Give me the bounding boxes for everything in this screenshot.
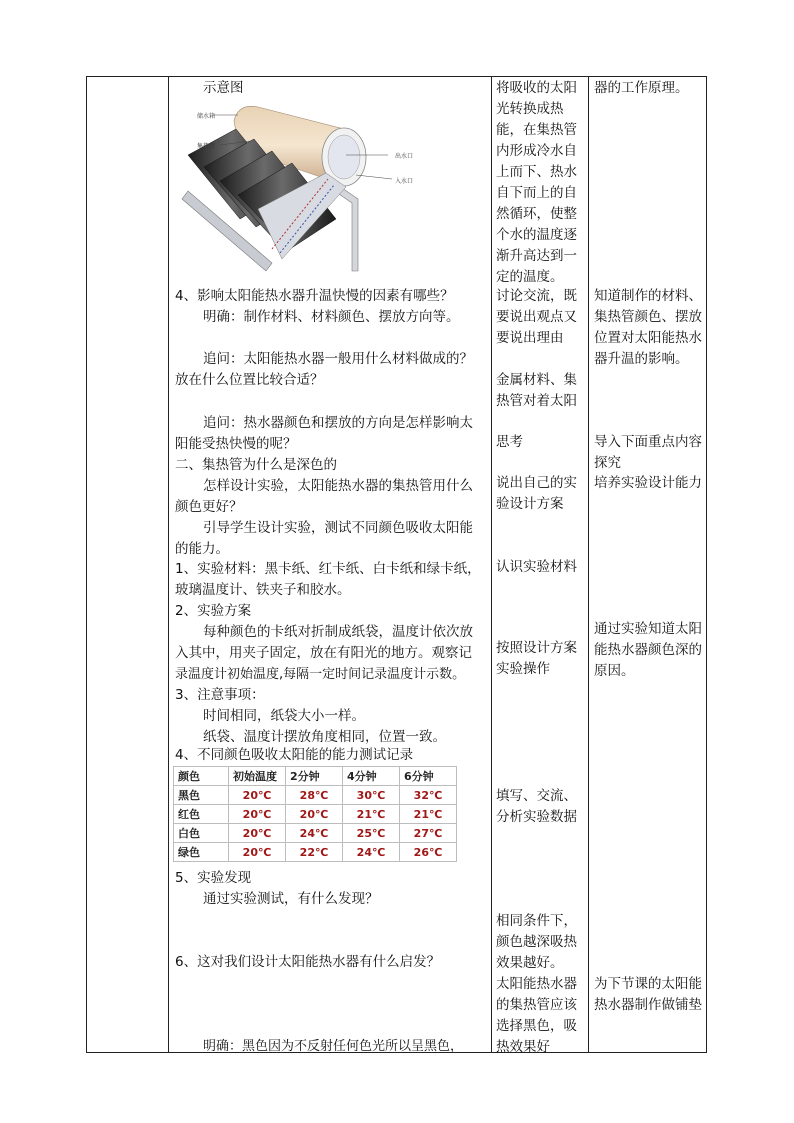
notes-line2: 纸袋、温度计摆放角度相同，位置一致。 [203,729,446,745]
think-text: 思考 [496,434,523,450]
guide-line2: 的能力。 [175,541,229,557]
table-cell: 20℃ [229,786,286,805]
diagram-title: 示意图 [203,80,244,96]
principle-goal: 器的工作原理。 [594,80,689,96]
plan-line2: 入其中，用夹子固定，放在有阳光的地方。观察记 [175,645,472,661]
table-cell: 21℃ [343,805,400,824]
table-cell: 22℃ [286,843,343,862]
notes-title: 3、注意事项： [175,687,265,703]
column-divider [588,77,589,1052]
question-4: 4、影响太阳能热水器升温快慢的因素有哪些？ [175,288,454,304]
know-reason-goal: 通过实验知道太阳能热水器颜色深的原因。 [594,621,702,679]
same-condition-text: 相同条件下，颜色越深吸热效果越好。 [496,913,577,971]
column-divider [491,77,492,1052]
label-collector-tube: 集热管 [197,143,216,150]
question-6-clarify: 明确：黑色因为不反射任何色光所以呈黑色， [203,1039,464,1054]
prep-goal: 为下节课的太阳能热水器制作做铺垫 [594,976,702,1013]
operate-text: 按照设计方案实验操作 [496,640,577,677]
materials-line2: 玻璃温度计、铁夹子和胶水。 [175,582,351,598]
question-4-clarify: 明确：制作材料、材料颜色、摆放方向等。 [203,309,460,325]
fill-text: 填写、交流、分析实验数据 [496,788,577,825]
discuss-text: 讨论交流，既要说出观点又要说出理由 [496,288,577,346]
table-cell: 25℃ [343,824,400,843]
table-cell: 20℃ [286,805,343,824]
notes-line1: 时间相同，纸袋大小一样。 [203,708,365,724]
table-cell: 红色 [174,805,229,824]
followup-1-line2: 放在什么位置比较合适？ [175,372,324,388]
table-header-cell: 2分钟 [286,767,343,786]
metal-text: 金属材料、集热管对着太阳 [496,372,577,409]
table-cell: 28℃ [286,786,343,805]
table-header-cell: 6分钟 [400,767,457,786]
table-cell: 26℃ [400,843,457,862]
design-question-line2: 颜色更好？ [175,499,243,515]
table-cell: 32℃ [400,786,457,805]
table-header-cell: 初始温度 [229,767,286,786]
followup-1-line1: 追问：太阳能热水器一般用什么材料做成的？ [203,351,473,367]
table-cell: 24℃ [343,843,400,862]
lead-in-goal: 导入下面重点内容探究 [594,434,702,471]
table-cell: 27℃ [400,824,457,843]
temperature-record-table [173,766,457,862]
section-2-heading: 二、集热管为什么是深色的 [175,457,337,473]
table-header-row [174,767,457,786]
table-header-cell: 颜色 [174,767,229,786]
table-header-cell: 4分钟 [343,767,400,786]
table-row [174,824,457,843]
table-row [174,805,457,824]
know-factors-goal: 知道制作的材料、集热管颜色、摆放位置对太阳能热水器升温的影响。 [594,288,702,367]
own-plan-text: 说出自己的实验设计方案 [496,475,577,512]
plan-title: 2、实验方案 [175,603,252,619]
table-row [174,843,457,862]
table-cell: 黑色 [174,786,229,805]
followup-2-line2: 阳能受热快慢的呢？ [175,436,297,452]
label-inlet: 入水口 [395,178,414,185]
guide-line1: 引导学生设计实验，测试不同颜色吸收太阳能 [203,520,473,536]
findings-question: 通过实验测试，有什么发现？ [203,891,379,907]
table-cell: 白色 [174,824,229,843]
plan-line3: 录温度计初始温度,每隔一定时间记录温度计示数。 [175,667,466,682]
column-divider [168,77,169,1052]
question-6: 6、这对我们设计太阳能热水器有什么启发？ [175,954,441,970]
followup-2-line1: 追问：热水器颜色和摆放的方向是怎样影响太 [203,415,473,431]
table-row [174,786,457,805]
table-cell: 20℃ [229,824,286,843]
plan-line1: 每种颜色的卡纸对折制成纸袋，温度计依次放 [203,624,473,640]
record-title: 4、不同颜色吸收太阳能的能力测试记录 [175,747,414,763]
design-question-line1: 怎样设计实验，太阳能热水器的集热管用什么 [203,478,473,494]
know-materials-text: 认识实验材料 [496,559,577,575]
principle-text: 将吸收的太阳光转换成热能，在集热管内形成冷水自上而下、热水自下而上的自然循环，使整个水的温度逐渐升高达到一定的温度。 [496,80,577,285]
table-cell: 20℃ [229,843,286,862]
black-text: 太阳能热水器的集热管应该选择黑色，吸热效果好 [496,976,577,1055]
label-outlet: 出水口 [395,153,414,160]
materials-line1: 1、实验材料：黑卡纸、红卡纸、白卡纸和绿卡纸， [175,561,481,577]
table-cell: 30℃ [343,786,400,805]
label-storage-tank: 储水箱 [197,113,216,120]
table-cell: 24℃ [286,824,343,843]
table-cell: 20℃ [229,805,286,824]
design-ability-goal: 培养实验设计能力 [594,475,702,491]
findings-title: 5、实验发现 [175,870,252,886]
table-cell: 绿色 [174,843,229,862]
solar-heater-diagram [176,99,434,275]
table-cell: 21℃ [400,805,457,824]
